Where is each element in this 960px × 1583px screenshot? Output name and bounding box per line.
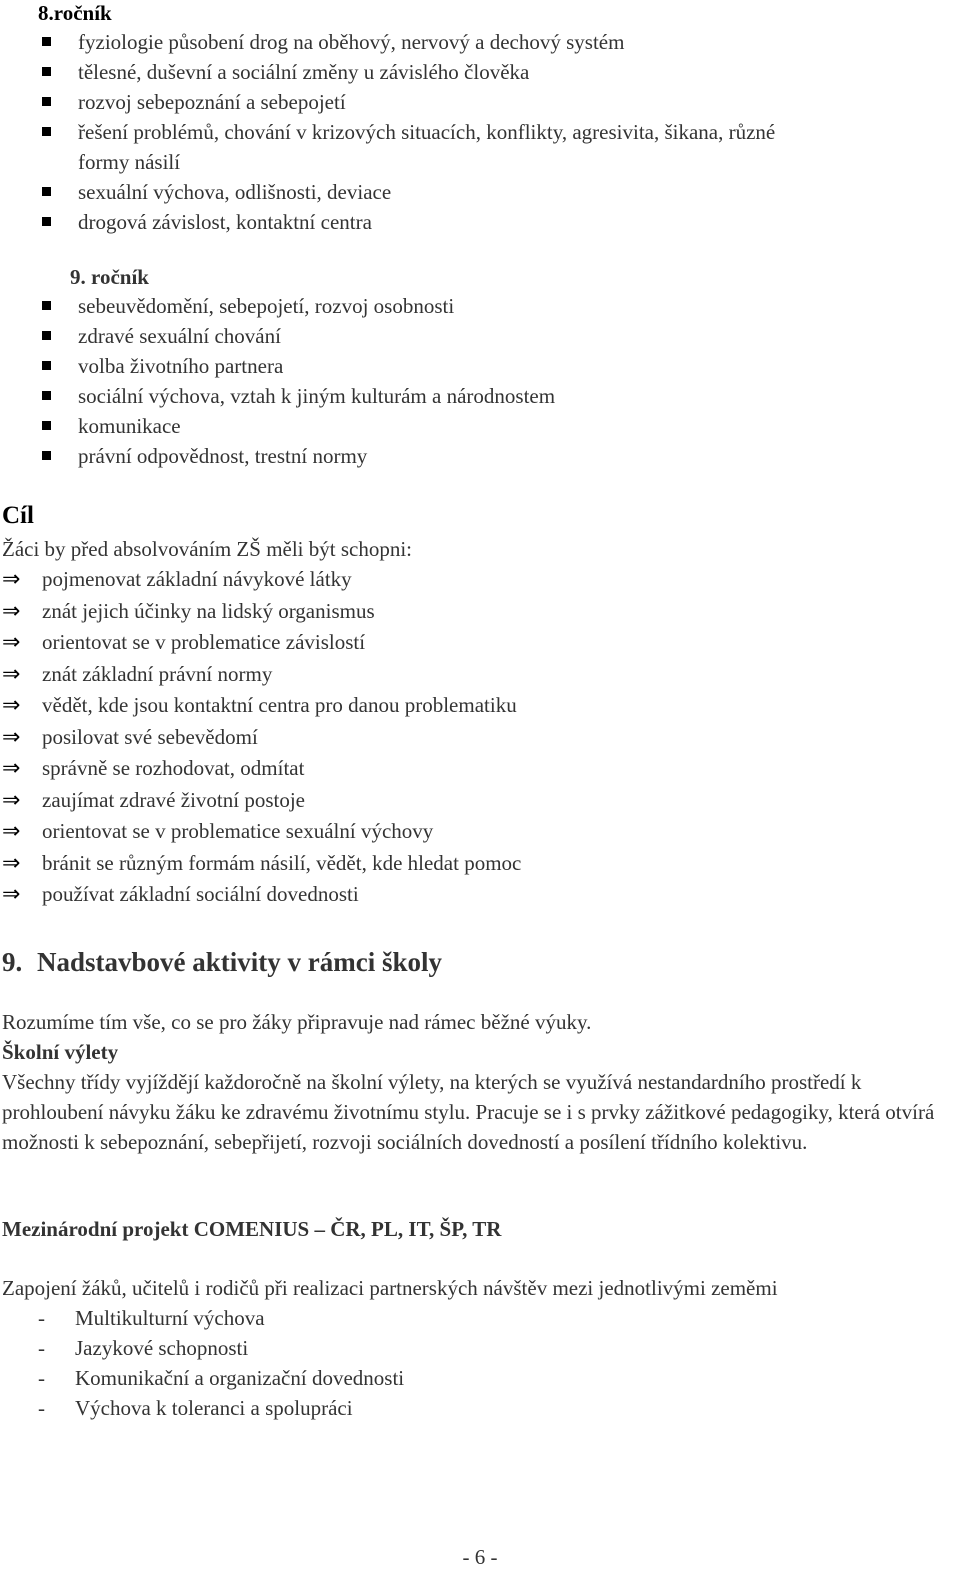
double-arrow-icon: ⇒ — [2, 598, 21, 624]
square-bullet-icon — [42, 361, 51, 370]
list-item: ⇒ správně se rozhodovat, odmítat — [2, 753, 952, 785]
list-item: fyziologie působení drog na oběhový, nervový a dechový systém — [0, 27, 960, 57]
list-item: ⇒ používat základní sociální dovednosti — [2, 879, 952, 911]
double-arrow-icon: ⇒ — [2, 724, 21, 750]
goal-intro: Žáci by před absolvováním ZŠ měli být schopni: — [2, 537, 413, 561]
square-bullet-icon — [42, 97, 51, 106]
double-arrow-icon: ⇒ — [2, 882, 21, 907]
dash-bullet-icon: - — [38, 1336, 45, 1360]
square-bullet-icon — [42, 421, 51, 430]
list-item-continuation: formy násilí — [78, 150, 181, 174]
list-item: volba životního partnera — [0, 351, 960, 381]
goal-heading: Cíl — [2, 502, 34, 529]
section-intro: Rozumíme tím vše, co se pro žáky připravuje nad rámec běžné výuky. — [2, 1010, 592, 1034]
grade8-heading: 8.ročník — [38, 1, 112, 25]
list-item: ⇒ zaujímat zdravé životní postoje — [2, 785, 952, 817]
double-arrow-icon: ⇒ — [2, 850, 21, 876]
list-item: - Multikulturní výchova — [0, 1303, 900, 1333]
square-bullet-icon — [42, 187, 51, 196]
list-item: ⇒ vědět, kde jsou kontaktní centra pro danou problematiku — [2, 690, 952, 722]
project-paragraph: Zapojení žáků, učitelů i rodičů při realizaci partnerských návštěv mezi jednotlivými zeměmi — [2, 1276, 778, 1300]
double-arrow-icon: ⇒ — [2, 819, 21, 844]
page-number: - 6 - — [462, 1545, 498, 1569]
list-item: ⇒ znát jejich účinky na lidský organismus — [2, 596, 952, 628]
square-bullet-icon — [42, 451, 51, 460]
dash-bullet-icon: - — [38, 1366, 45, 1390]
goal-list — [2, 564, 952, 911]
square-bullet-icon — [42, 331, 51, 340]
double-arrow-icon: ⇒ — [2, 787, 21, 813]
list-item: ⇒ posilovat své sebevědomí — [2, 722, 952, 754]
section-heading — [2, 942, 442, 982]
list-item: sebeuvědomění, sebepojetí, rozvoj osobnosti — [0, 291, 960, 321]
trips-paragraph: Všechny třídy vyjíždějí každoročně na školní výlety, na kterých se využívá nestandardního prostředí k prohloubení návyku žáku ke zdravému životnímu stylu. Pracuje se i s prvky zážitkové pedagogiky, která otvírá možnosti k sebepoznání, sebepřijetí, rozvoji sociálních dovedností a posílení třídního kolektivu. — [2, 1070, 935, 1154]
list-item: tělesné, duševní a sociální změny u závislého člověka — [0, 57, 960, 87]
list-item: zdravé sexuální chování — [0, 321, 960, 351]
list-item: ⇒ orientovat se v problematice závislostí — [2, 627, 952, 659]
dash-bullet-icon: - — [38, 1396, 45, 1420]
list-item: právní odpovědnost, trestní normy — [0, 441, 960, 471]
list-item: ⇒ znát základní právní normy — [2, 659, 952, 691]
list-item: rozvoj sebepoznání a sebepojetí — [0, 87, 960, 117]
double-arrow-icon: ⇒ — [2, 630, 21, 655]
square-bullet-icon — [42, 391, 51, 400]
list-item: ⇒ pojmenovat základní návykové látky — [2, 564, 952, 596]
section-title: Nadstavbové aktivity v rámci školy — [37, 947, 442, 977]
double-arrow-icon: ⇒ — [2, 661, 21, 687]
project-heading: Mezinárodní projekt COMENIUS – ČR, PL, IT, ŠP, TR — [2, 1217, 502, 1241]
list-item: komunikace — [0, 411, 960, 441]
list-item: drogová závislost, kontaktní centra — [0, 207, 960, 237]
grade8-topic-list — [0, 27, 960, 237]
double-arrow-icon: ⇒ — [2, 756, 21, 781]
list-item: řešení problémů, chování v krizových situacích, konflikty, agresivita, šikana, různé — [0, 117, 960, 147]
grade9-heading: 9. ročník — [70, 265, 149, 289]
square-bullet-icon — [42, 37, 51, 46]
square-bullet-icon — [42, 127, 51, 136]
section-number: 9. — [2, 947, 23, 977]
double-arrow-icon: ⇒ — [2, 693, 21, 718]
list-item: ⇒ bránit se různým formám násilí, vědět, kde hledat pomoc — [2, 848, 952, 880]
grade9-topic-list — [0, 291, 960, 471]
dash-bullet-icon: - — [38, 1306, 45, 1330]
project-list — [0, 1303, 900, 1423]
double-arrow-icon: ⇒ — [2, 567, 21, 592]
list-item: - Jazykové schopnosti — [0, 1333, 900, 1363]
list-item: - Komunikační a organizační dovednosti — [0, 1363, 900, 1393]
square-bullet-icon — [42, 301, 51, 310]
list-item: sexuální výchova, odlišnosti, deviace — [0, 177, 960, 207]
list-item: - Výchova k toleranci a spolupráci — [0, 1393, 900, 1423]
list-item: ⇒ orientovat se v problematice sexuální výchovy — [2, 816, 952, 848]
trips-heading: Školní výlety — [2, 1040, 119, 1064]
square-bullet-icon — [42, 67, 51, 76]
list-item: sociální výchova, vztah k jiným kulturám a národnostem — [0, 381, 960, 411]
square-bullet-icon — [42, 217, 51, 226]
